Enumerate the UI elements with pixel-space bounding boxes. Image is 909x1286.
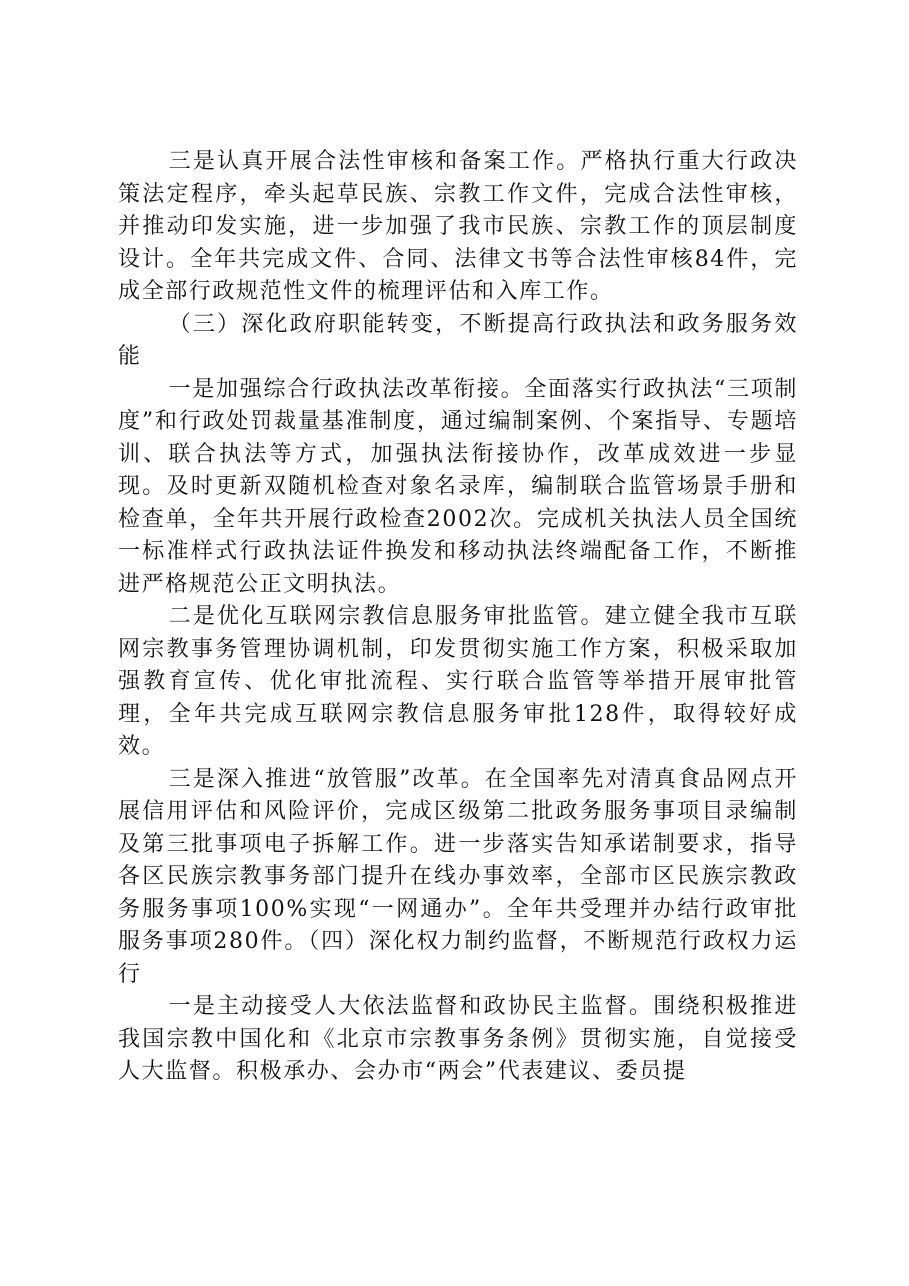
paragraph-npc-supervision: 一是主动接受人大依法监督和政协民主监督。围绕积极推进我国宗教中国化和《北京市宗教事务条例》贯彻实施，自觉接受人大监督。积极承办、会办市“两会”代表建议、委员提 [118,994,798,1084]
paragraph-internet-religious-approval: 二是优化互联网宗教信息服务审批监管。建立健全我市互联网宗教事务管理协调机制，印发贯彻实施工作方案，积极采取加强教育宣传、优化审批流程、实行联合监管等举措开展审批管理，全年共完成互联网宗教信息服务审批128件，取得较好成效。 [118,604,798,759]
paragraph-fangguanfu-reform: 三是深入推进“放管服”改革。在全国率先对清真食品网点开展信用评估和风险评价，完成区级第二批政务服务事项目录编制及第三批事项电子拆解工作。进一步落实告知承诺制要求，指导各区民族宗教事务部门提升在线办事效率，全部市区民族宗教政务服务事项100%实现“一网通办”。全年共受理并办结行政审批服务事项280件。（四）深化权力制约监督，不断规范行政权力运行 [118,766,798,987]
paragraph-law-enforcement-reform: 一是加强综合行政执法改革衔接。全面落实行政执法“三项制度”和行政处罚裁量基准制度，通过编制案例、个案指导、专题培训、联合执法等方式，加强执法衔接协作，改革成效进一步显现。及时更新双随机检查对象名录库，编制联合监管场景手册和检查单，全年共开展行政检查2002次。完成机关执法人员全国统一标准样式行政执法证件换发和移动执法终端配备工作，不断推进严格规范公正文明执法。 [118,376,798,597]
section-heading-3: （三）深化政府职能转变，不断提高行政执法和政务服务效能 [118,311,798,369]
document-body [118,146,798,1089]
paragraph-legality-review: 三是认真开展合法性审核和备案工作。严格执行重大行政决策法定程序，牵头起草民族、宗教工作文件，完成合法性审核，并推动印发实施，进一步加强了我市民族、宗教工作的顶层制度设计。全年共完成文件、合同、法律文书等合法性审核84件，完成全部行政规范性文件的梳理评估和入库工作。 [118,149,798,304]
